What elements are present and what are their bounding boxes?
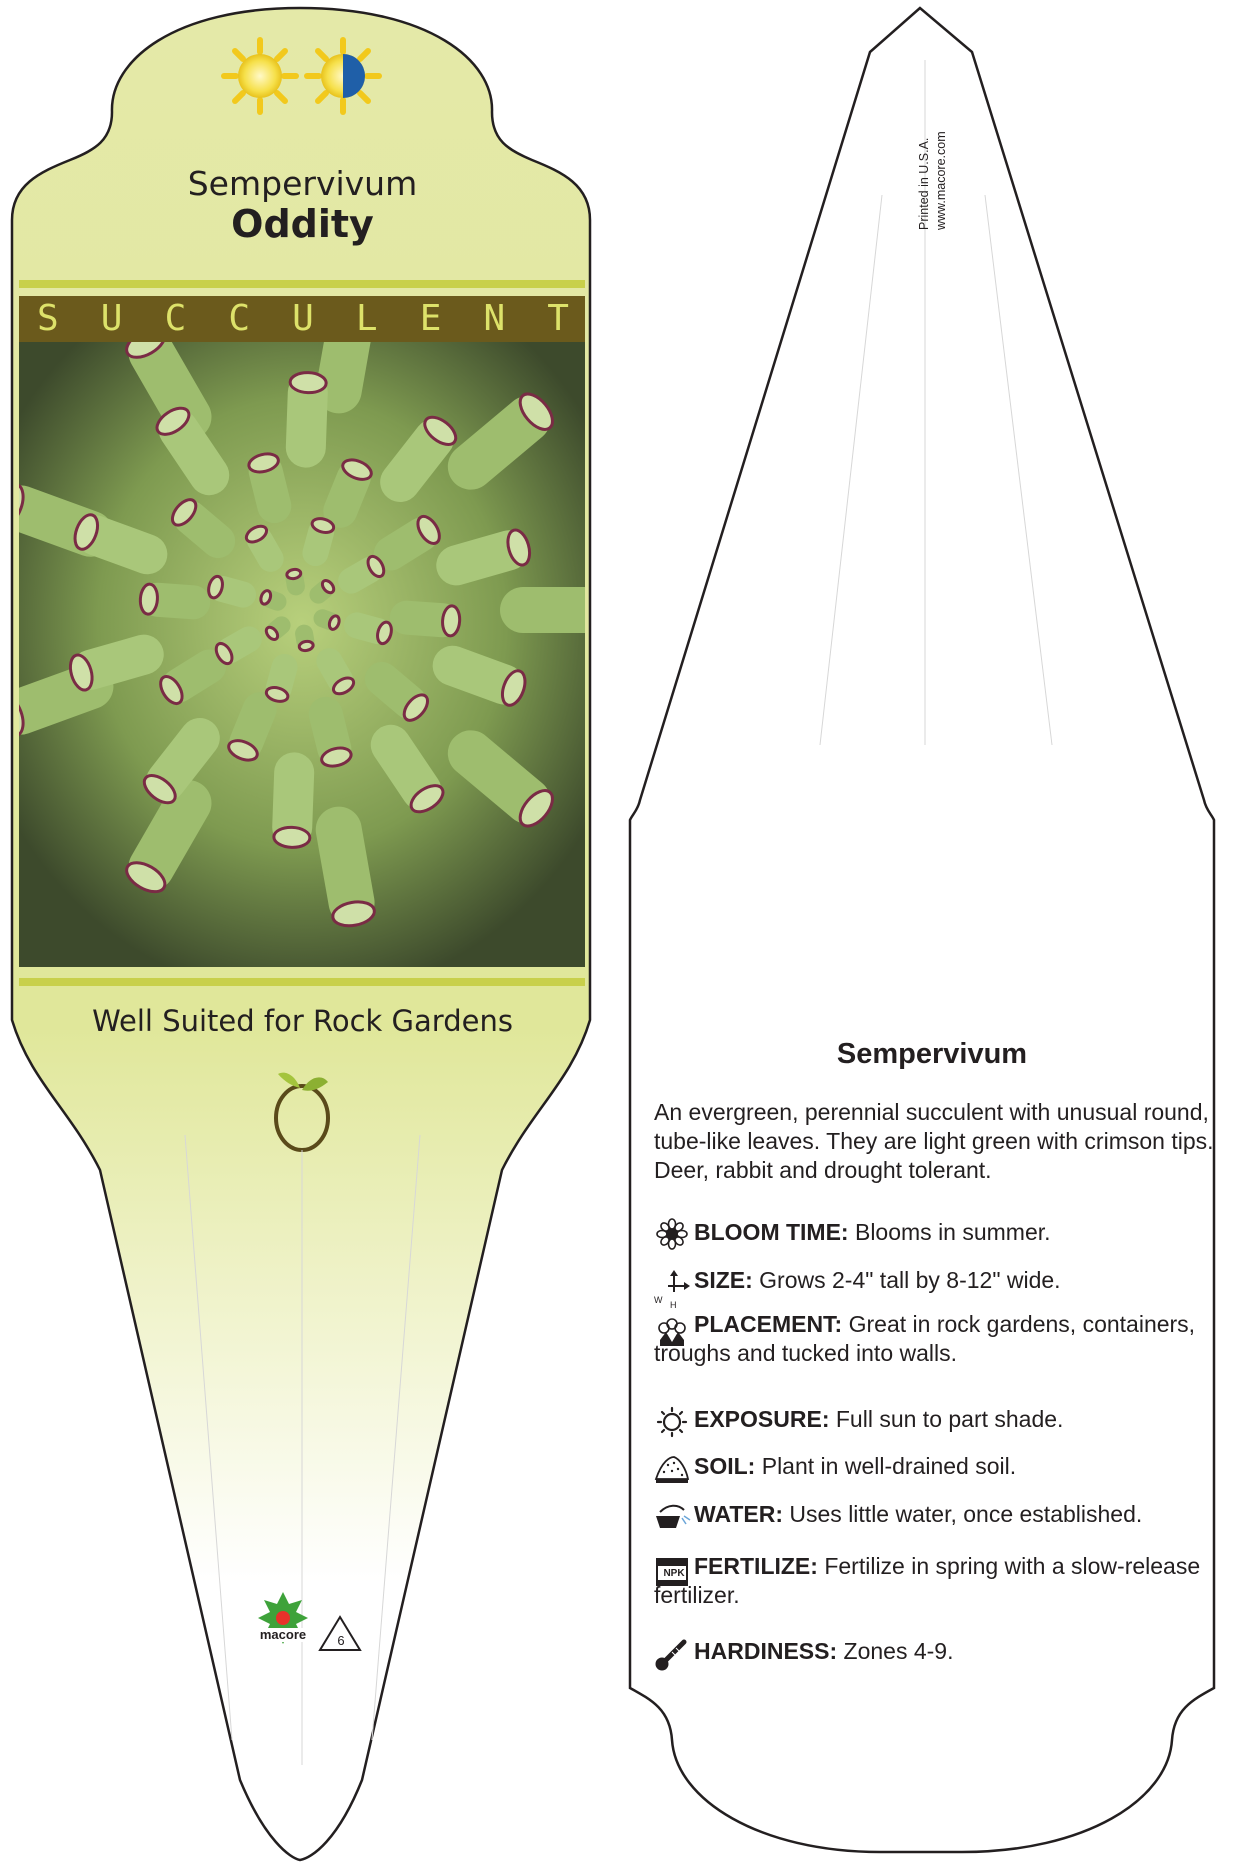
npk-label: NPK — [663, 1568, 685, 1579]
care-text: Great in rock gardens, containers, troughs and tucked into walls. — [654, 1311, 1196, 1366]
care-item — [654, 1552, 1214, 1610]
care-item — [654, 1218, 1214, 1247]
category-letter: N — [483, 298, 506, 339]
category-letter: U — [292, 298, 314, 339]
care-label: BLOOM TIME: — [694, 1219, 849, 1245]
care-item — [654, 1500, 1214, 1529]
plant-genus: Sempervivum — [187, 164, 418, 203]
care-label: SOIL: — [694, 1453, 756, 1479]
succulent-leaf — [139, 582, 211, 621]
succulent-leaf — [500, 587, 620, 633]
category-letter: U — [100, 298, 123, 339]
succulent-leaf — [389, 599, 461, 638]
full-sun-icon — [224, 40, 296, 112]
maker-logo-text: macore — [259, 1627, 307, 1642]
category-letter: E — [419, 298, 442, 339]
care-text: Uses little water, once established. — [783, 1501, 1143, 1527]
care-text: Plant in well-drained soil. — [755, 1453, 1017, 1479]
category-letter: T — [547, 298, 569, 339]
care-label: HARDINESS: — [694, 1638, 838, 1664]
care-label: SIZE: — [694, 1267, 753, 1293]
succulent-photo — [0, 291, 620, 967]
category-letter: C — [164, 298, 187, 339]
tagline: Well Suited for Rock Gardens — [92, 1004, 513, 1038]
printed-in: Printed in U.S.A. — [917, 137, 931, 230]
care-text: Grows 2-4" tall by 8-12" wide. — [752, 1267, 1061, 1293]
care-item — [654, 1405, 1214, 1434]
category-letter: L — [355, 298, 378, 339]
part-shade-icon — [307, 40, 379, 112]
care-item — [654, 1266, 1214, 1295]
care-item — [654, 1452, 1214, 1481]
size-icon-w: W — [654, 1295, 663, 1305]
care-text: Zones 4-9. — [837, 1638, 954, 1664]
care-text: Blooms in summer. — [848, 1219, 1051, 1245]
size-icon-h: H — [670, 1300, 677, 1310]
succulent-leaf — [285, 372, 328, 468]
category-banner — [19, 296, 585, 342]
website: www.macore.com — [934, 131, 948, 230]
care-text: Fertilize in spring with a slow-release fertilizer. — [654, 1553, 1201, 1608]
plant-cultivar: Oddity — [231, 202, 374, 246]
category-label — [19, 296, 585, 342]
category-letter: C — [228, 298, 251, 339]
care-text: Full sun to part shade. — [829, 1406, 1064, 1432]
care-label: EXPOSURE: — [694, 1406, 830, 1432]
care-item — [654, 1637, 1214, 1666]
care-label: FERTILIZE: — [694, 1553, 818, 1579]
description: An evergreen, perennial succulent with unusual round, tube-like leaves. They are light green with crimson tips. Deer, rabbit and drought tolerant. — [654, 1099, 1214, 1183]
recycle-code: 6 — [337, 1633, 345, 1648]
succulent-leaf — [272, 752, 315, 848]
back-title: Sempervivum — [836, 1038, 1028, 1070]
care-item — [654, 1310, 1214, 1368]
category-letter: S — [37, 298, 59, 339]
care-label: WATER: — [694, 1501, 784, 1527]
care-label: PLACEMENT: — [694, 1311, 843, 1337]
